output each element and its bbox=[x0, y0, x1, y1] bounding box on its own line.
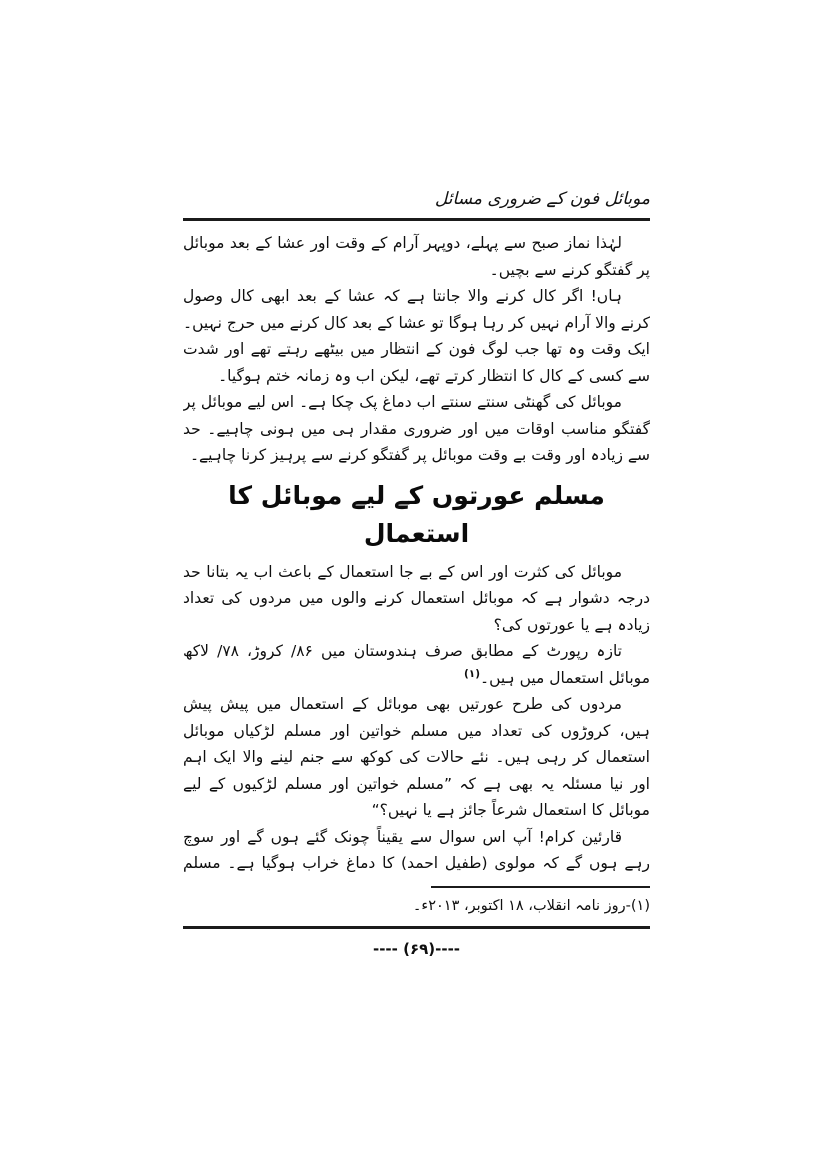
paragraph: موبائل کی گھنٹی سنتے سنتے اب دماغ پک چکا ہے۔ اس لیے موبائل پر گفتگو مناسب اوقات میں اور ضروری مقدار ہی میں ہونی چاہیے۔ حد سے زیادہ اور وقت بے وقت موبائل پر گفتگو کرنے سے پرہیز کرنا چاہیے۔ bbox=[183, 393, 650, 464]
page-content bbox=[183, 186, 650, 882]
body-text bbox=[183, 221, 650, 882]
running-header: موبائل فون کے ضروری مسائل bbox=[434, 189, 650, 209]
paragraph: موبائل کی کثرت اور اس کے بے جا استعمال کے باعث اب یہ بتانا حد درجہ دشوار ہے کہ موبائل استعمال کرنے والوں میں مردوں کی تعداد زیادہ ہے یا عورتوں کی؟ bbox=[183, 562, 650, 634]
paragraph: مردوں کی طرح عورتیں بھی موبائل کے استعمال میں پیش پیش ہیں، کروڑوں کی تعداد میں مسلم خواتین اور مسلم لڑکیاں موبائل استعمال کر رہی ہیں۔ نئے حالات کی کوکھ سے جنم لینے والا ایک اہم اور نیا مسئلہ یہ بھی ہے کہ ”مسلم خواتین اور مسلم لڑکیوں کے لیے موبائل کا استعمال شرعاً جائز ہے یا نہیں؟“ bbox=[183, 695, 650, 819]
paragraph: لہٰذا نماز صبح سے پہلے، دوپہر آرام کے وقت اور عشا کے بعد موبائل پر گفتگو کرنے سے بچیں۔ bbox=[183, 234, 650, 279]
paragraph: ہاں! اگر کال کرنے والا جانتا ہے کہ عشا کے بعد ابھی کال وصول کرنے والا آرام نہیں کر رہا ہوگا تو عشا کے بعد کال کرنے میں حرج نہیں۔ ایک وقت وہ تھا جب لوگ فون کے انتظار میں بیٹھے رہتے تھے اور شدت سے کسی کے کال کا انتظار کرتے تھے، لیکن اب وہ زمانہ ختم ہوگیا۔ bbox=[183, 287, 650, 385]
footnote-separator bbox=[431, 886, 650, 888]
paragraph-text: تازہ رپورٹ کے مطابق صرف ہندوستان میں ۸۶/ کروڑ، ۷۸/ لاکھ موبائل استعمال میں ہیں۔ bbox=[183, 642, 650, 687]
paragraph: قارئین کرام! آپ اس سوال سے یقیناً چونک گئے ہوں گے اور سوچ رہے ہوں گے کہ مولوی (طفیل احمد) کا دماغ خراب ہوگیا ہے۔ مسلم bbox=[183, 827, 650, 872]
page-number: ---- (۶۹)---- bbox=[372, 940, 461, 958]
page-footer bbox=[183, 886, 650, 958]
paragraph-with-footnote bbox=[183, 638, 650, 691]
footnote: (۱)-روز نامہ انقلاب، ۱۸ اکتوبر، ۲۰۱۳ء۔ bbox=[412, 898, 650, 914]
section-heading: مسلم عورتوں کے لیے موبائل کا استعمال bbox=[228, 480, 605, 548]
footnote-marker: (۱) bbox=[463, 667, 480, 680]
footer-rule bbox=[183, 926, 650, 929]
